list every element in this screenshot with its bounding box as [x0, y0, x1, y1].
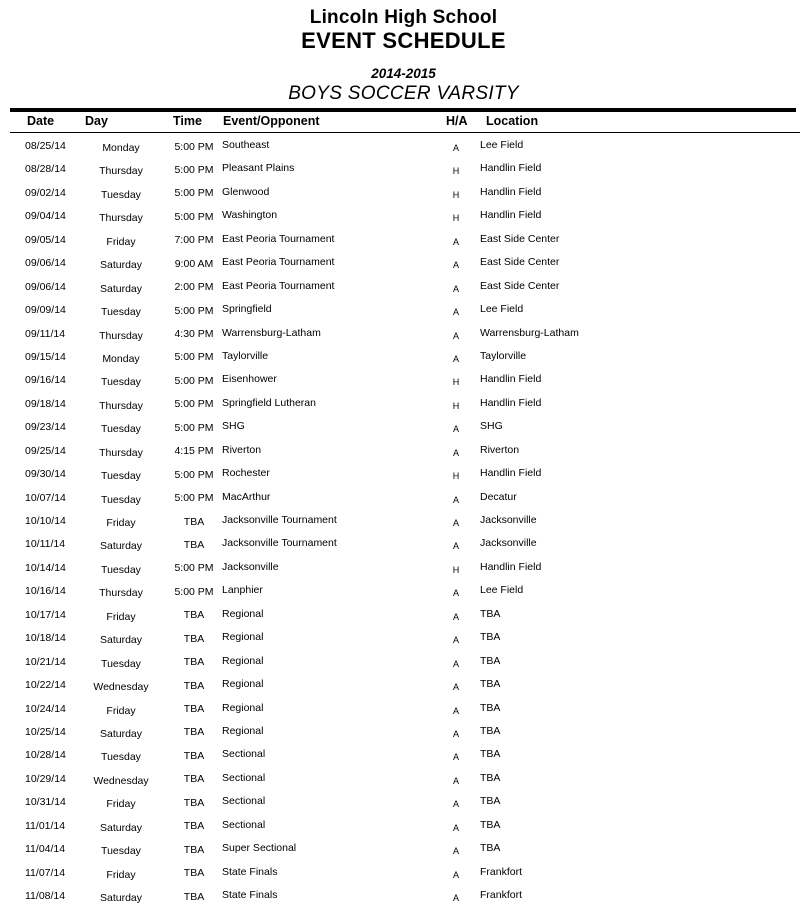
cell-time: TBA — [183, 656, 205, 669]
table-row — [0, 631, 800, 654]
cell-location: TBA — [480, 724, 501, 737]
cell-home-away: H — [452, 213, 460, 224]
school-name: Lincoln High School — [309, 7, 498, 28]
cell-day: Tuesday — [101, 751, 141, 764]
schedule-rows — [0, 139, 800, 912]
cell-date: 09/16/14 — [25, 374, 66, 387]
column-header-date: Date — [27, 114, 55, 128]
cell-home-away: A — [452, 588, 459, 599]
cell-date: 10/29/14 — [25, 772, 66, 785]
cell-day: Tuesday — [101, 423, 141, 436]
cell-date: 10/22/14 — [25, 679, 66, 692]
cell-home-away: A — [452, 236, 459, 247]
cell-location: Jacksonville — [480, 537, 537, 550]
cell-event: Lanphier — [222, 584, 263, 597]
table-row — [0, 608, 800, 631]
cell-date: 10/10/14 — [25, 515, 66, 527]
team-label: BOYS SOCCER VARSITY — [288, 83, 519, 104]
header-rule-top — [10, 108, 796, 112]
cell-day: Thursday — [99, 446, 143, 459]
cell-date: 09/25/14 — [25, 444, 66, 457]
cell-event: Sectional — [222, 818, 266, 831]
cell-day: Friday — [106, 868, 136, 881]
cell-date: 10/24/14 — [25, 702, 66, 715]
table-row — [0, 256, 800, 279]
cell-event: Warrensburg-Latham — [222, 326, 321, 339]
cell-time: 5:00 PM — [174, 562, 214, 575]
cell-day: Saturday — [99, 727, 143, 740]
cell-event: Springfield Lutheran — [222, 396, 316, 409]
cell-day: Friday — [106, 704, 136, 717]
table-header-row — [0, 114, 800, 132]
cell-home-away: A — [452, 705, 459, 716]
cell-location: Handlin Field — [480, 185, 542, 198]
cell-location: Handlin Field — [480, 396, 542, 409]
column-header-location: Location — [486, 114, 539, 128]
cell-location: East Side Center — [480, 279, 560, 292]
cell-time: 9:00 AM — [174, 257, 214, 270]
cell-day: Thursday — [99, 329, 143, 342]
table-row — [0, 514, 800, 537]
cell-home-away: A — [452, 611, 459, 622]
cell-event: Regional — [222, 607, 264, 620]
cell-event: Jacksonville Tournament — [222, 514, 337, 526]
table-row — [0, 444, 800, 467]
cell-date: 09/09/14 — [25, 304, 66, 317]
cell-day: Friday — [106, 798, 136, 811]
cell-time: TBA — [183, 867, 205, 880]
cell-event: Regional — [222, 678, 264, 691]
cell-day: Saturday — [99, 634, 143, 647]
cell-event: Eisenhower — [222, 373, 277, 386]
cell-event: Springfield — [222, 303, 272, 316]
cell-time: TBA — [183, 609, 205, 622]
cell-home-away: A — [452, 307, 459, 318]
table-row — [0, 678, 800, 701]
cell-location: Lee Field — [480, 303, 524, 316]
column-header-ha: H/A — [446, 114, 468, 128]
cell-home-away: A — [452, 494, 459, 505]
table-row — [0, 702, 800, 725]
cell-day: Tuesday — [101, 493, 141, 506]
cell-date: 09/11/14 — [25, 327, 66, 340]
cell-home-away: A — [452, 775, 459, 786]
cell-date: 09/23/14 — [25, 421, 66, 434]
cell-event: Glenwood — [222, 185, 270, 198]
cell-location: TBA — [480, 748, 501, 761]
column-header-day: Day — [85, 114, 108, 128]
cell-day: Saturday — [99, 282, 143, 295]
table-row — [0, 280, 800, 303]
cell-home-away: A — [452, 353, 459, 364]
cell-home-away: A — [452, 728, 459, 739]
cell-day: Wednesday — [93, 681, 149, 694]
cell-time: 5:00 PM — [174, 398, 214, 411]
table-row — [0, 819, 800, 842]
cell-day: Saturday — [99, 821, 143, 834]
cell-time: TBA — [183, 538, 205, 551]
cell-location: Taylorville — [480, 349, 527, 362]
column-header-event: Event/Opponent — [223, 114, 320, 128]
cell-home-away: A — [452, 541, 459, 552]
table-row — [0, 866, 800, 889]
cell-location: Handlin Field — [480, 373, 542, 386]
cell-time: 5:00 PM — [174, 492, 214, 505]
table-row — [0, 655, 800, 678]
table-row — [0, 139, 800, 162]
table-row — [0, 467, 800, 490]
table-row — [0, 303, 800, 326]
cell-home-away: H — [452, 400, 460, 411]
cell-date: 10/17/14 — [25, 608, 66, 621]
cell-time: TBA — [183, 773, 205, 786]
cell-date: 08/28/14 — [25, 163, 66, 176]
cell-date: 09/04/14 — [25, 210, 66, 223]
cell-date: 10/31/14 — [25, 796, 66, 809]
page-title: EVENT SCHEDULE — [301, 28, 506, 53]
cell-time: TBA — [183, 726, 205, 739]
cell-time: 7:00 PM — [174, 234, 214, 247]
cell-event: Southeast — [222, 139, 270, 151]
cell-home-away: A — [452, 682, 459, 693]
cell-time: TBA — [183, 632, 205, 645]
table-row — [0, 584, 800, 607]
cell-location: East Side Center — [480, 256, 560, 269]
cell-event: Taylorville — [222, 349, 269, 362]
cell-home-away: H — [452, 564, 460, 575]
cell-date: 09/02/14 — [25, 186, 66, 199]
cell-home-away: A — [452, 143, 459, 153]
cell-time: TBA — [183, 703, 205, 715]
cell-home-away: A — [452, 658, 459, 669]
cell-time: 5:00 PM — [174, 468, 214, 481]
cell-home-away: A — [452, 752, 459, 763]
cell-day: Monday — [102, 352, 140, 365]
cell-home-away: H — [452, 471, 460, 482]
cell-day: Saturday — [99, 540, 143, 553]
cell-time: 5:00 PM — [174, 374, 214, 387]
cell-event: Super Sectional — [222, 842, 297, 855]
cell-event: East Peoria Tournament — [222, 232, 335, 245]
cell-time: 5:00 PM — [174, 163, 214, 176]
cell-location: Jacksonville — [480, 514, 537, 526]
cell-time: 2:00 PM — [174, 281, 214, 294]
cell-event: Regional — [222, 701, 264, 714]
cell-event: MacArthur — [222, 490, 271, 503]
table-row — [0, 186, 800, 209]
cell-day: Friday — [106, 235, 136, 248]
cell-home-away: A — [452, 283, 459, 294]
table-row — [0, 327, 800, 350]
cell-event: Regional — [222, 631, 264, 644]
cell-location: TBA — [480, 607, 501, 620]
cell-date: 09/18/14 — [25, 397, 66, 410]
cell-date: 10/11/14 — [25, 538, 66, 551]
cell-time: TBA — [183, 749, 205, 762]
cell-day: Tuesday — [101, 306, 141, 319]
cell-date: 09/06/14 — [25, 280, 66, 293]
cell-day: Tuesday — [101, 563, 141, 576]
cell-location: Handlin Field — [480, 209, 542, 222]
cell-location: TBA — [480, 701, 501, 714]
cell-date: 10/14/14 — [25, 561, 66, 574]
cell-time: TBA — [183, 820, 205, 833]
cell-location: Warrensburg-Latham — [480, 326, 579, 339]
cell-location: SHG — [480, 420, 503, 433]
table-row — [0, 420, 800, 443]
cell-day: Thursday — [99, 212, 143, 225]
table-row — [0, 350, 800, 373]
cell-location: Frankfort — [480, 865, 523, 878]
cell-date: 09/06/14 — [25, 257, 66, 270]
cell-date: 09/05/14 — [25, 233, 66, 246]
cell-day: Tuesday — [101, 845, 141, 858]
table-row — [0, 725, 800, 748]
cell-home-away: A — [452, 424, 459, 435]
cell-day: Saturday — [99, 892, 143, 904]
table-row — [0, 373, 800, 396]
cell-day: Saturday — [99, 259, 143, 272]
cell-event: Sectional — [222, 771, 266, 784]
cell-day: Wednesday — [93, 774, 149, 787]
cell-home-away: A — [452, 869, 459, 880]
cell-time: TBA — [183, 515, 205, 528]
cell-event: Jacksonville Tournament — [222, 537, 337, 550]
cell-location: TBA — [480, 631, 501, 644]
cell-time: 4:30 PM — [174, 328, 214, 340]
cell-time: TBA — [183, 796, 205, 809]
cell-day: Friday — [106, 517, 136, 529]
table-row — [0, 233, 800, 256]
cell-time: 5:00 PM — [174, 585, 214, 598]
table-row — [0, 748, 800, 771]
cell-event: Sectional — [222, 748, 266, 761]
cell-time: 5:00 PM — [174, 421, 214, 434]
cell-location: TBA — [480, 818, 501, 831]
cell-home-away: A — [452, 447, 459, 458]
cell-location: Decatur — [480, 490, 517, 503]
season-label: 2014-2015 — [371, 66, 436, 81]
cell-day: Tuesday — [101, 188, 141, 201]
cell-event: East Peoria Tournament — [222, 279, 335, 292]
cell-event: Washington — [222, 209, 278, 222]
table-row — [0, 162, 800, 185]
cell-home-away: A — [452, 846, 459, 857]
cell-location: Lee Field — [480, 139, 524, 151]
cell-date: 08/25/14 — [25, 140, 66, 152]
cell-event: Regional — [222, 654, 264, 667]
cell-event: East Peoria Tournament — [222, 256, 335, 269]
cell-location: Frankfort — [480, 889, 523, 901]
cell-date: 10/16/14 — [25, 585, 66, 598]
cell-location: Handlin Field — [480, 467, 542, 480]
cell-location: East Side Center — [480, 232, 560, 245]
column-header-time: Time — [173, 114, 202, 128]
cell-home-away: A — [452, 518, 459, 528]
cell-time: TBA — [183, 843, 205, 856]
cell-location: TBA — [480, 678, 501, 691]
cell-date: 11/07/14 — [25, 866, 66, 879]
table-row — [0, 537, 800, 560]
cell-home-away: A — [452, 635, 459, 646]
cell-event: Pleasant Plains — [222, 162, 295, 175]
cell-home-away: A — [452, 799, 459, 810]
cell-time: 5:00 PM — [174, 351, 214, 364]
cell-location: TBA — [480, 842, 501, 855]
cell-home-away: A — [452, 822, 459, 833]
cell-day: Tuesday — [101, 657, 141, 670]
cell-day: Tuesday — [101, 470, 141, 483]
cell-event: Regional — [222, 724, 264, 737]
cell-event: Rochester — [222, 467, 270, 480]
cell-day: Friday — [106, 610, 136, 623]
cell-location: Handlin Field — [480, 162, 542, 175]
cell-home-away: A — [452, 260, 459, 271]
cell-day: Thursday — [99, 587, 143, 600]
cell-date: 10/25/14 — [25, 725, 66, 738]
cell-date: 11/01/14 — [25, 819, 66, 832]
cell-home-away: H — [452, 377, 460, 388]
cell-home-away: H — [452, 166, 460, 177]
table-row — [0, 397, 800, 420]
cell-date: 10/21/14 — [25, 655, 66, 668]
cell-date: 09/15/14 — [25, 350, 66, 363]
cell-event: State Finals — [222, 889, 278, 901]
cell-day: Monday — [102, 142, 140, 154]
cell-time: 5:00 PM — [174, 140, 214, 153]
cell-event: SHG — [222, 420, 245, 433]
table-row — [0, 889, 800, 912]
cell-location: Riverton — [480, 443, 520, 456]
cell-date: 09/30/14 — [25, 468, 66, 481]
cell-event: Sectional — [222, 795, 266, 808]
cell-event: Jacksonville — [222, 560, 279, 573]
cell-time: TBA — [183, 679, 205, 692]
cell-day: Thursday — [99, 399, 143, 412]
table-row — [0, 209, 800, 232]
cell-date: 11/04/14 — [25, 843, 66, 856]
cell-time: TBA — [183, 890, 205, 903]
cell-event: State Finals — [222, 865, 278, 878]
table-row — [0, 842, 800, 865]
cell-location: TBA — [480, 795, 501, 808]
cell-home-away: A — [452, 330, 459, 341]
cell-date: 10/07/14 — [25, 491, 66, 504]
cell-location: Lee Field — [480, 584, 524, 597]
cell-date: 10/28/14 — [25, 749, 66, 762]
cell-time: 5:00 PM — [174, 187, 214, 200]
cell-date: 11/08/14 — [25, 890, 66, 902]
table-row — [0, 772, 800, 795]
cell-time: 5:00 PM — [174, 210, 214, 223]
cell-event: Riverton — [222, 443, 262, 456]
cell-time: 4:15 PM — [174, 445, 214, 458]
table-row — [0, 561, 800, 584]
cell-date: 10/18/14 — [25, 632, 66, 645]
cell-location: Handlin Field — [480, 560, 542, 573]
cell-home-away: H — [452, 189, 460, 200]
cell-day: Thursday — [99, 165, 143, 178]
table-row — [0, 491, 800, 514]
cell-home-away: A — [452, 893, 459, 903]
cell-time: 5:00 PM — [174, 304, 214, 317]
cell-location: TBA — [480, 654, 501, 667]
cell-day: Tuesday — [101, 376, 141, 389]
table-row — [0, 795, 800, 818]
cell-location: TBA — [480, 771, 501, 784]
